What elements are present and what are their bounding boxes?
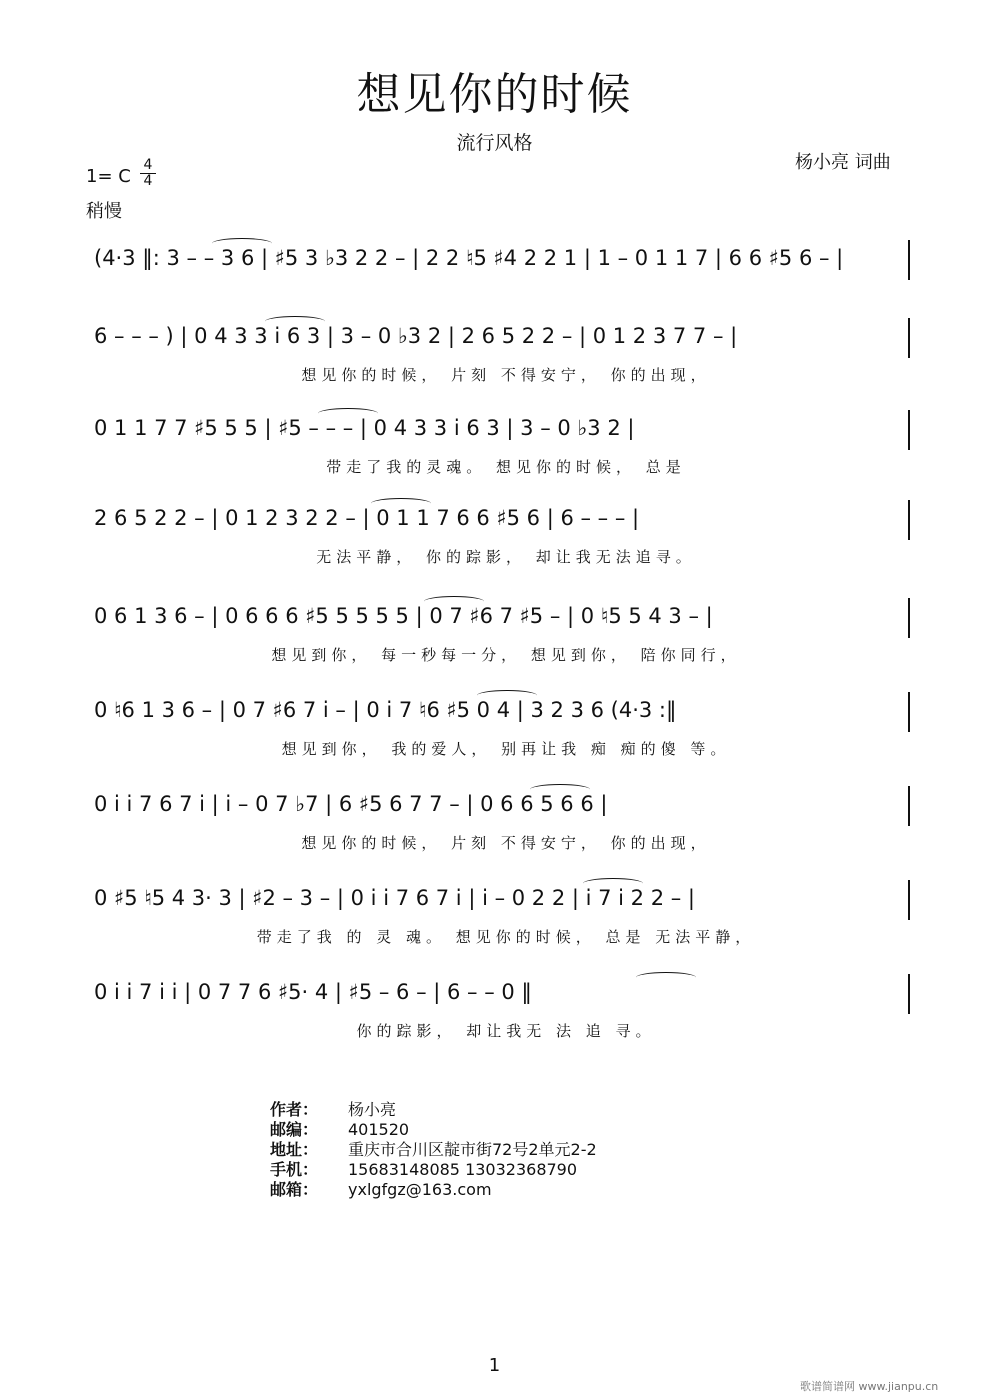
contact-row — [270, 1180, 597, 1200]
lyrics-row — [92, 738, 910, 760]
key-signature: 1= C — [86, 166, 131, 187]
notes-row — [92, 410, 910, 450]
contact-value: 15683148085 13032368790 — [348, 1160, 578, 1179]
notes-row — [92, 786, 910, 826]
lyrics-line: 带走了我的灵魂。 想见你的时候， 总是 — [326, 458, 686, 476]
contact-label: 作者： — [270, 1100, 319, 1119]
style-label: 流行风格 — [456, 132, 533, 154]
lyrics-row — [92, 456, 910, 478]
contact-row — [270, 1100, 597, 1120]
contact-label: 邮编： — [270, 1120, 319, 1139]
notes-row — [92, 880, 910, 920]
page-number: 1 — [488, 1355, 501, 1376]
contact-row — [270, 1140, 597, 1160]
notes-row — [92, 974, 910, 1014]
tempo-marking: 稍慢 — [86, 201, 122, 222]
lyrics-row — [92, 286, 910, 308]
time-signature-bottom: 4 — [140, 173, 156, 189]
notes-line: 0 i i 7 6 7 i | i – 0 7 ♭7 | 6 ♯5 6 7 7 – | 0 6 6 5 6 6 | — [94, 792, 608, 816]
lyrics-row — [92, 644, 910, 666]
lyrics-line: 想见到你， 每一秒每一分， 想见到你， 陪你同行， — [271, 646, 741, 664]
notes-line: 0 1 1 7 7 ♯5 5 5 | ♯5 – – – | 0 4 3 3 i 6 3 | 3 – 0 ♭3 2 | — [94, 416, 635, 440]
notes-row — [92, 500, 910, 540]
slur-mark — [477, 690, 537, 701]
contact-label: 邮箱： — [270, 1180, 319, 1199]
lyrics-line: 想见到你， 我的爱人， 别再让我 痴 痴的傻 等。 — [281, 740, 731, 758]
slur-mark — [318, 408, 378, 419]
contact-value: 杨小亮 — [348, 1100, 397, 1119]
notes-line: 0 6 1 3 6 – | 0 6 6 6 ♯5 5 5 5 5 | 0 7 ♯6 7 ♯5 – | 0 ♮5 5 4 3 – | — [94, 604, 713, 628]
slur-mark — [371, 498, 431, 509]
notes-row — [92, 598, 910, 638]
lyrics-row — [92, 832, 910, 854]
notes-line: 0 i i 7 i i | 0 7 7 6 ♯5· 4 | ♯5 – 6 – | 6 – – 0 ‖ — [94, 980, 532, 1004]
composer-credit: 杨小亮 词曲 — [795, 152, 891, 173]
time-signature-top: 4 — [143, 157, 153, 173]
contact-info — [270, 1100, 597, 1200]
slur-mark — [530, 784, 590, 795]
notes-line: 6 – – – ) | 0 4 3 3 i 6 3 | 3 – 0 ♭3 2 | 2 6 5 2 2 – | 0 1 2 3 7 7 – | — [94, 324, 738, 348]
song-title: 想见你的时候 — [356, 69, 633, 120]
lyrics-line: 想见你的时候， 片刻 不得安宁， 你的出现， — [301, 834, 711, 852]
slur-mark — [212, 238, 272, 249]
contact-value: 401520 — [348, 1120, 410, 1139]
contact-label: 手机： — [270, 1160, 319, 1179]
lyrics-row — [92, 546, 910, 568]
lyrics-line: 你的踪影， 却让我无 法 追 寻。 — [356, 1022, 656, 1040]
lyrics-line: 想见你的时候， 片刻 不得安宁， 你的出现， — [301, 366, 711, 384]
slur-mark — [424, 596, 484, 607]
site-watermark: 歌谱简谱网 www.jianpu.cn — [800, 1380, 939, 1393]
notes-line: 2 6 5 2 2 – | 0 1 2 3 2 2 – | 0 1 1 7 6 6 ♯5 6 | 6 – – – | — [94, 506, 640, 530]
slur-mark — [636, 972, 696, 983]
contact-row — [270, 1160, 597, 1180]
notes-row — [92, 318, 910, 358]
contact-row — [270, 1120, 597, 1140]
slur-mark — [265, 316, 325, 327]
contact-label: 地址： — [270, 1140, 319, 1159]
lyrics-line: 无法平静， 你的踪影， 却让我无法追寻。 — [316, 548, 696, 566]
notes-line: 0 ♮6 1 3 6 – | 0 7 ♯6 7 i – | 0 i 7 ♮6 ♯5 0 4 | 3 2 3 6 (4·3 :‖ — [94, 698, 677, 722]
lyrics-line: 带走了我 的 灵 魂。 想见你的时候， 总是 无法平静， — [256, 928, 756, 946]
contact-value: yxlgfgz@163.com — [348, 1180, 492, 1199]
slur-mark — [583, 878, 643, 889]
notes-line: 0 ♯5 ♮5 4 3· 3 | ♯2 – 3 – | 0 i i 7 6 7 i | i – 0 2 2 | i 7 i 2 2 – | — [94, 886, 695, 910]
time-signature — [140, 158, 156, 189]
contact-value: 重庆市合川区靛市街72号2单元2-2 — [348, 1140, 597, 1159]
lyrics-row — [92, 926, 910, 948]
lyrics-row — [92, 1020, 910, 1042]
notes-line: (4·3 ‖: 3 – – 3 6 | ♯5 3 ♭3 2 2 – | 2 2 ♮5 ♯4 2 2 1 | 1 – 0 1 1 7 | 6 6 ♯5 6 – | — [94, 246, 844, 270]
lyrics-row — [92, 364, 910, 386]
